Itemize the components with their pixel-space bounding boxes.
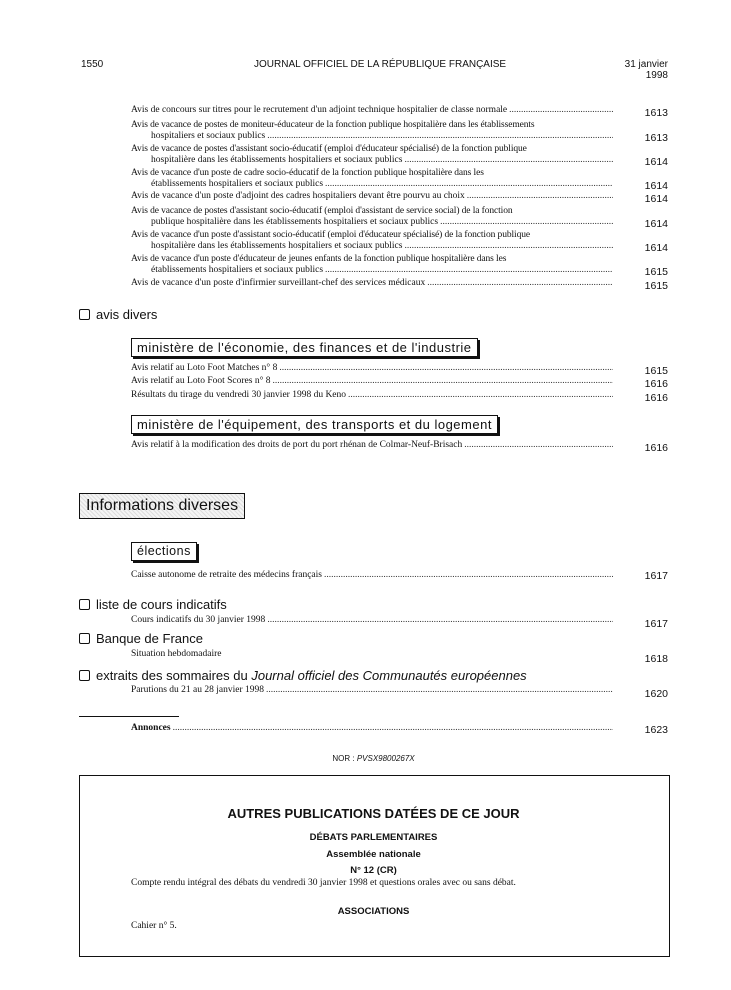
cahier-text: Cahier n° 5. xyxy=(131,921,177,931)
cours-heading xyxy=(79,597,227,612)
ministry-equipement-box: ministère de l'équipement, des transports et du logement xyxy=(131,415,498,434)
leader-dots xyxy=(325,179,613,190)
informations-diverses-title: Informations diverses xyxy=(79,493,245,519)
entry-page: 1620 xyxy=(644,688,668,700)
entry-text: Situation hebdomadaire xyxy=(131,649,222,659)
list-item xyxy=(131,615,615,626)
entry-page: 1614 xyxy=(644,180,668,192)
entry-text: Cours indicatifs du 30 janvier 1998 xyxy=(131,615,266,625)
entry-text: Avis relatif au Loto Foot Scores n° 8 xyxy=(131,376,271,386)
entry-text: Avis de concours sur titres pour le recrutement d'un adjoint technique hospitalier de classe normale xyxy=(131,105,508,115)
entry-page: 1617 xyxy=(644,618,668,630)
list-item xyxy=(131,168,615,190)
list-item xyxy=(131,570,615,581)
elections-box: élections xyxy=(131,542,197,561)
leader-dots xyxy=(267,131,613,142)
leader-dots xyxy=(267,615,613,626)
leader-dots xyxy=(273,376,613,387)
checkbox-square-icon xyxy=(79,670,90,681)
nor-value: PVSX9800267X xyxy=(356,754,415,763)
entry-page: 1614 xyxy=(644,193,668,205)
nor-reference xyxy=(79,754,668,763)
leader-dots xyxy=(266,685,613,696)
entry-page: 1616 xyxy=(644,378,668,390)
extraits-heading-prefix: extraits des sommaires du xyxy=(96,668,252,683)
entry-text-continued: hospitaliers et sociaux publics xyxy=(151,131,266,141)
list-item xyxy=(131,120,615,142)
numero-label: N° 12 (CR) xyxy=(350,865,397,876)
leader-dots xyxy=(509,105,613,116)
list-item xyxy=(131,230,615,252)
separator-rule xyxy=(79,716,179,717)
list-item xyxy=(131,390,615,401)
checkbox-square-icon xyxy=(79,633,90,644)
entry-text-continued: établissements hospitaliers et sociaux publics xyxy=(151,179,324,189)
entry-page: 1614 xyxy=(644,218,668,230)
entry-text-continued: établissements hospitaliers et sociaux publics xyxy=(151,265,324,275)
entry-text: Avis de vacance d'un poste de cadre socio-éducatif de la fonction publique hospitalière dans les xyxy=(131,168,484,178)
publications-title: AUTRES PUBLICATIONS DATÉES DE CE JOUR xyxy=(227,806,520,821)
extraits-heading-italic: Journal officiel des Communautés européennes xyxy=(251,668,527,683)
list-item xyxy=(131,685,615,696)
entry-text: Avis de vacance d'un poste d'éducateur de jeunes enfants de la fonction publique hospitalière dans les xyxy=(131,254,507,264)
list-item xyxy=(131,206,615,228)
entry-page: 1615 xyxy=(644,280,668,292)
leader-dots xyxy=(404,155,613,166)
leader-dots xyxy=(404,241,613,252)
list-item xyxy=(131,105,615,116)
entry-page: 1614 xyxy=(644,242,668,254)
entry-text-continued: publique hospitalière dans les établissements hospitaliers et sociaux publics xyxy=(151,217,439,227)
entry-page: 1616 xyxy=(644,442,668,454)
ministry-economie-box: ministère de l'économie, des finances et de l'industrie xyxy=(131,338,478,357)
entry-page: 1616 xyxy=(644,392,668,404)
entry-text-continued: hospitalière dans les établissements hospitaliers et sociaux publics xyxy=(151,241,403,251)
leader-dots xyxy=(279,363,613,374)
annonces-entry xyxy=(131,723,615,734)
leader-dots xyxy=(464,440,613,451)
entry-page: 1617 xyxy=(644,570,668,582)
entry-page: 1615 xyxy=(644,266,668,278)
entry-text: Avis relatif au Loto Foot Matches n° 8 xyxy=(131,363,278,373)
leader-dots xyxy=(427,278,613,289)
entry-page: 1618 xyxy=(644,653,668,665)
nor-label: NOR : xyxy=(332,754,355,763)
list-item xyxy=(131,278,615,289)
entry-text: Caisse autonome de retraite des médecins français xyxy=(131,570,322,580)
entry-text: Avis de vacance d'un poste d'adjoint des cadres hospitaliers devant être pourvu au choix xyxy=(131,191,465,201)
entry-text: Avis de vacance de postes d'assistant socio-éducatif (emploi d'éducateur spécialisé) de la fonction publique xyxy=(131,144,527,154)
annonces-page: 1623 xyxy=(644,724,668,736)
assemblee-heading: Assemblée nationale xyxy=(326,849,421,860)
entry-page: 1615 xyxy=(644,365,668,377)
leader-dots xyxy=(324,570,613,581)
leader-dots xyxy=(467,191,613,202)
entry-text: Avis de vacance de postes de moniteur-éducateur de la fonction publique hospitalière dans les établissements xyxy=(131,120,535,130)
page-number: 1550 xyxy=(81,59,104,70)
entry-text: Avis de vacance d'un poste d'assistant socio-éducatif (emploi d'éducateur spécialisé) de la fonction publique xyxy=(131,230,530,240)
entry-page: 1614 xyxy=(644,156,668,168)
entry-text: Parutions du 21 au 28 janvier 1998 xyxy=(131,685,264,695)
entry-text: Avis de vacance de postes d'assistant socio-éducatif (emploi d'assistant de service social) de la fonction xyxy=(131,206,513,216)
leader-dots xyxy=(173,723,613,734)
avis-divers-label: avis divers xyxy=(96,307,158,322)
list-item xyxy=(131,254,615,276)
journal-title: JOURNAL OFFICIEL DE LA RÉPUBLIQUE FRANÇAISE xyxy=(254,59,507,70)
checkbox-square-icon xyxy=(79,599,90,610)
extraits-heading xyxy=(79,668,527,683)
entry-page: 1613 xyxy=(644,107,668,119)
header-date: 31 janvier 1998 xyxy=(624,59,668,81)
annonces-label: Annonces xyxy=(131,723,171,733)
list-item xyxy=(131,440,615,451)
list-item xyxy=(131,144,615,166)
entry-page: 1613 xyxy=(644,132,668,144)
entry-text: Avis relatif à la modification des droits de port du port rhénan de Colmar-Neuf-Brisach xyxy=(131,440,463,450)
list-item xyxy=(131,376,615,387)
list-item xyxy=(131,191,615,202)
cours-heading-label: liste de cours indicatifs xyxy=(96,597,227,612)
banque-heading xyxy=(79,631,203,646)
list-item xyxy=(131,363,615,374)
entry-text: Résultats du tirage du vendredi 30 janvier 1998 du Keno xyxy=(131,390,347,400)
entry-text-continued: hospitalière dans les établissements hospitaliers et sociaux publics xyxy=(151,155,403,165)
list-item xyxy=(131,649,615,660)
banque-heading-label: Banque de France xyxy=(96,631,203,646)
avis-divers-heading xyxy=(79,307,157,322)
entry-text: Avis de vacance d'un poste d'infirmier surveillant-chef des services médicaux xyxy=(131,278,426,288)
associations-heading: ASSOCIATIONS xyxy=(337,906,410,917)
compte-rendu-text: Compte rendu intégral des débats du vendredi 30 janvier 1998 et questions orales avec ou sans débat. xyxy=(131,878,516,888)
leader-dots xyxy=(325,265,613,276)
leader-dots xyxy=(440,217,613,228)
debats-heading: DÉBATS PARLEMENTAIRES xyxy=(309,832,438,843)
leader-dots xyxy=(348,390,613,401)
checkbox-square-icon xyxy=(79,309,90,320)
